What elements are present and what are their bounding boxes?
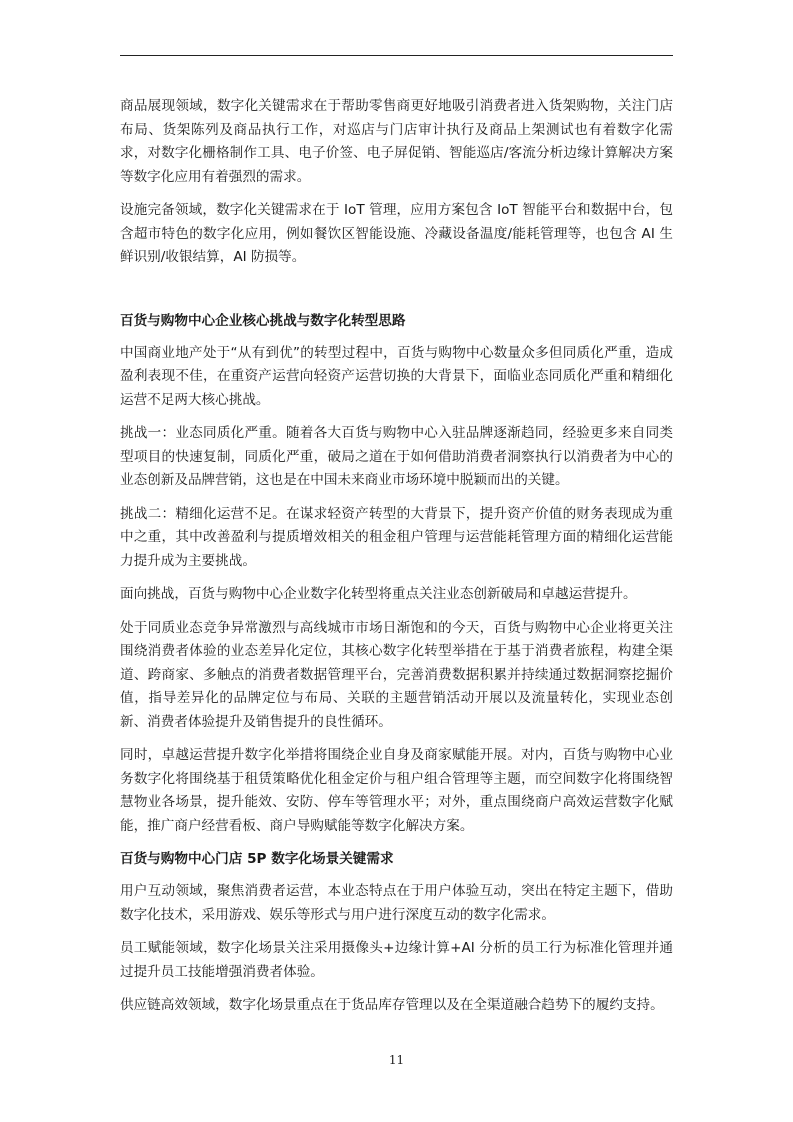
para-product-display: 商品展现领域，数字化关键需求在于帮助零售商更好地吸引消费者进入货架购物，关注门店布局、货架陈列及商品执行工作，对巡店与门店审计执行及商品上架测试也有着数字化需求，对数字化栅格制作工具、电子价签、电子屏促销、智能巡店/客流分析边缘计算解决方案等数字化应用有着强烈的需求。 bbox=[120, 98, 673, 185]
page-number: 11 bbox=[388, 1053, 405, 1067]
para-challenge-one: 挑战一：业态同质化严重。随着各大百货与购物中心入驻品牌逐渐趋同，经验更多来自同类型项目的快速复制，同质化严重，破局之道在于如何借助消费者洞察执行以消费者为中心的业态创新及品牌营销，这也是在中国未来商业市场环境中脱颖而出的关键。 bbox=[120, 425, 673, 488]
para-homogeneous-competition: 处于同质业态竞争异常激烈与高线城市市场日渐饱和的今天，百货与购物中心企业将更关注围绕消费者体验的业态差异化定位，其核心数字化转型举措在于基于消费者旅程，构建全渠道、跨商家、多触点的消费者数据管理平台，完善消费数据积累并持续通过数据洞察挖掘价值，指导差异化的品牌定位与布局、关联的主题营销活动开展以及流量转化，实现业态创新、消费者体验提升及销售提升的良性循环。 bbox=[120, 619, 673, 730]
para-facilities: 设施完备领域，数字化关键需求在于 IoT 管理，应用方案包含 IoT 智能平台和数据中台，包含超市特色的数字化应用，例如餐饮区智能设施、冷藏设备温度/能耗管理等，也包含 AI 生鲜识别/收银结算，AI 防损等。 bbox=[120, 202, 673, 265]
heading-core-challenges: 百货与购物中心企业核心挑战与数字化转型思路 bbox=[120, 312, 406, 329]
para-user-interaction: 用户互动领域，聚焦消费者运营，本业态特点在于用户体验互动，突出在特定主题下，借助数字化技术，采用游戏、娱乐等形式与用户进行深度互动的数字化需求。 bbox=[120, 883, 673, 923]
para-challenge-two: 挑战二：精细化运营不足。在谋求轻资产转型的大背景下，提升资产价值的财务表现成为重中之重，其中改善盈利与提质增效相关的租金租户管理与运营能耗管理方面的精细化运营能力提升成为主要挑战。 bbox=[120, 505, 673, 569]
para-commercial-realestate: 中国商业地产处于“从有到优”的转型过程中，百货与购物中心数量众多但同质化严重，造成盈利表现不佳，在重资产运营向轻资产运营切换的大背景下，面临业态同质化严重和精细化运营不足两大核心挑战。 bbox=[120, 344, 673, 408]
para-staff-empowerment: 员工赋能领域，数字化场景关注采用摄像头+边缘计算+AI 分析的员工行为标准化管理并通过提升员工技能增强消费者体验。 bbox=[120, 940, 673, 980]
para-supply-chain: 供应链高效领域，数字化场景重点在于货品库存管理以及在全渠道融合趋势下的履约支持。 bbox=[120, 997, 664, 1013]
para-operations: 同时，卓越运营提升数字化举措将围绕企业自身及商家赋能开展。对内，百货与购物中心业务数字化将围绕基于租赁策略优化租金定价与租户组合管理等主题，而空间数字化将围绕智慧物业各场景，提升能效、安防、停车等管理水平；对外，重点围绕商户高效运营数字化赋能，推广商户经营看板、商户导购赋能等数字化解决方案。 bbox=[120, 747, 673, 834]
header-rule bbox=[120, 55, 673, 56]
para-facing-challenges: 面向挑战，百货与购物中心企业数字化转型将重点关注业态创新破局和卓越运营提升。 bbox=[120, 586, 637, 602]
heading-5p-scenarios: 百货与购物中心门店 5P 数字化场景关键需求 bbox=[120, 851, 394, 867]
document-body bbox=[120, 95, 673, 1028]
